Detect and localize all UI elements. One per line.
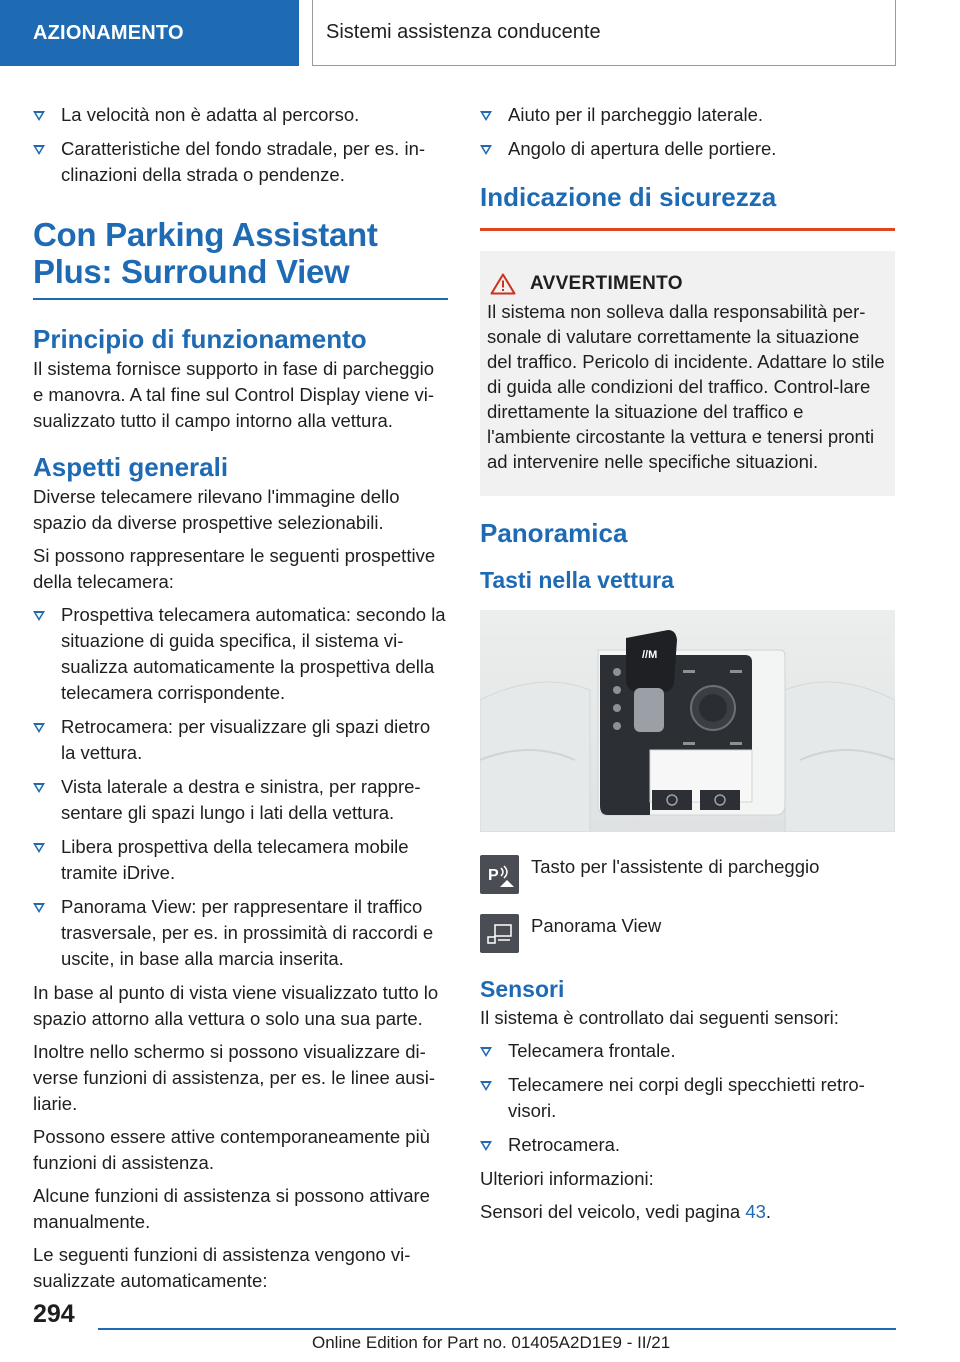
- camera-views-list: [33, 602, 448, 972]
- svg-text://M: //M: [642, 649, 658, 661]
- list-item: Retrocamera: per visualizzare gli spazi dietro la vettura.: [33, 714, 448, 766]
- panorama-key-label: Panorama View: [531, 915, 662, 936]
- warning-text: Il sistema non solleva dalla responsabilità per-sonale di valutare correttamente la situazione del traffico. Pericolo di incidente. Adattare lo stile di guida alle condizioni del traffico. Control-lare direttamente la situazione del traffico e l'ambiente circostante la vettura e tenersi pronti ad intervenire nelle specifiche situazioni.: [487, 301, 885, 472]
- sensors-heading: Sensori: [480, 976, 565, 1002]
- paragraph-7: Le seguenti funzioni di assistenza vengono vi-sualizzate automaticamente:: [33, 1244, 411, 1291]
- warning-title: AVVERTIMENTO: [530, 273, 683, 294]
- list-item: Telecamera frontale.: [480, 1038, 895, 1064]
- panorama-view-key-icon: [480, 914, 519, 953]
- bullet-triangle-icon: [33, 111, 45, 121]
- left-top-bullets: [33, 102, 448, 188]
- list-item: Aiuto per il parcheggio laterale.: [480, 102, 895, 128]
- general-paragraph-2: Si possono rappresentare le seguenti prospettive della telecamera:: [33, 545, 436, 592]
- sensors-list: [480, 1038, 895, 1158]
- header-chapter-label: Sistemi assistenza conducente: [326, 21, 601, 43]
- general-heading: Aspetti generali: [33, 452, 229, 482]
- key-row-panorama: [480, 914, 895, 953]
- bullet-triangle-icon: [33, 723, 45, 733]
- warning-title-row: [487, 273, 887, 295]
- safety-heading: Indicazione di sicurezza: [480, 182, 895, 231]
- page-number: 294: [33, 1300, 75, 1328]
- paragraph-3: In base al punto di vista viene visualizzato tutto lo spazio attorno alla vettura o solo una sua parte.: [33, 982, 439, 1029]
- page-reference-link[interactable]: 43: [745, 1201, 766, 1222]
- key-row-parking: [480, 855, 895, 894]
- general-paragraph-1: Diverse telecamere rilevano l'immagine dello spazio da diverse prospettive selezionabili.: [33, 486, 400, 533]
- paragraph-6: Alcune funzioni di assistenza si possono attivare manualmente.: [33, 1185, 430, 1232]
- bullet-triangle-icon: [33, 843, 45, 853]
- principle-heading: Principio di funzionamento: [33, 324, 367, 354]
- bullet-triangle-icon: [33, 903, 45, 913]
- more-info: Ulteriori informazioni:: [480, 1168, 654, 1189]
- header-section-label: AZIONAMENTO: [33, 21, 184, 44]
- left-column: [33, 102, 448, 1301]
- paragraph-5: Possono essere attive contemporaneamente più funzioni di assistenza.: [33, 1126, 430, 1173]
- bullet-triangle-icon: [33, 611, 45, 621]
- bullet-triangle-icon: [480, 111, 492, 121]
- buttons-heading: Tasti nella vettura: [480, 567, 674, 593]
- header-chapter-box: [312, 0, 896, 66]
- bullet-triangle-icon: [480, 1081, 492, 1091]
- center-console-image: [480, 610, 895, 832]
- bullet-triangle-icon: [480, 1141, 492, 1151]
- principle-text: Il sistema fornisce supporto in fase di parcheggio e manovra. A tal fine sul Control Display viene vi-sualizzato tutto il campo intorno alla vettura.: [33, 358, 435, 431]
- bullet-triangle-icon: [33, 783, 45, 793]
- bullet-triangle-icon: [33, 145, 45, 155]
- right-column: [480, 102, 895, 1232]
- header-section-tab: [0, 0, 299, 66]
- list-item: Libera prospettiva della telecamera mobile tramite iDrive.: [33, 834, 448, 886]
- footer-divider: [98, 1328, 896, 1330]
- list-item: Retrocamera.: [480, 1132, 895, 1158]
- parking-key-label: Tasto per l'assistente di parcheggio: [531, 856, 820, 877]
- sensors-intro: Il sistema è controllato dai seguenti sensori:: [480, 1007, 839, 1028]
- cross-reference: Sensori del veicolo, vedi pagina 43.: [480, 1201, 772, 1222]
- list-item: Vista laterale a destra e sinistra, per rappre-sentare gli spazi lungo i lati della vettura.: [33, 774, 448, 826]
- warning-box: [480, 251, 895, 496]
- list-item: Telecamere nei corpi degli specchietti retro-visori.: [480, 1072, 895, 1124]
- footer-edition: Online Edition for Part no. 01405A2D1E9 - II/21: [312, 1333, 671, 1352]
- parking-assistant-key-icon: [480, 855, 519, 894]
- list-item: Prospettiva telecamera automatica: secondo la situazione di guida specifica, il sistema vi-sualizza automaticamente la prospettiva della telecamera corrispondente.: [33, 602, 448, 706]
- right-top-bullets: [480, 102, 895, 162]
- list-item: Angolo di apertura delle portiere.: [480, 136, 895, 162]
- list-item: Caratteristiche del fondo stradale, per es. in-clinazioni della strada o pendenze.: [33, 136, 448, 188]
- paragraph-4: Inoltre nello schermo si possono visualizzare di-verse funzioni di assistenza, per es. le linee ausi-liarie.: [33, 1041, 436, 1114]
- bullet-triangle-icon: [480, 1047, 492, 1057]
- warning-triangle-icon: [490, 273, 516, 295]
- overview-heading: Panoramica: [480, 518, 628, 548]
- svg-text:P: P: [487, 866, 499, 884]
- page-title: Con Parking Assistant Plus: Surround View: [33, 216, 448, 300]
- list-item: Panorama View: per rappresentare il traffico trasversale, per es. in prossimità di raccordi e uscite, in base alla marcia inserita.: [33, 894, 448, 972]
- bullet-triangle-icon: [480, 145, 492, 155]
- list-item: La velocità non è adatta al percorso.: [33, 102, 448, 128]
